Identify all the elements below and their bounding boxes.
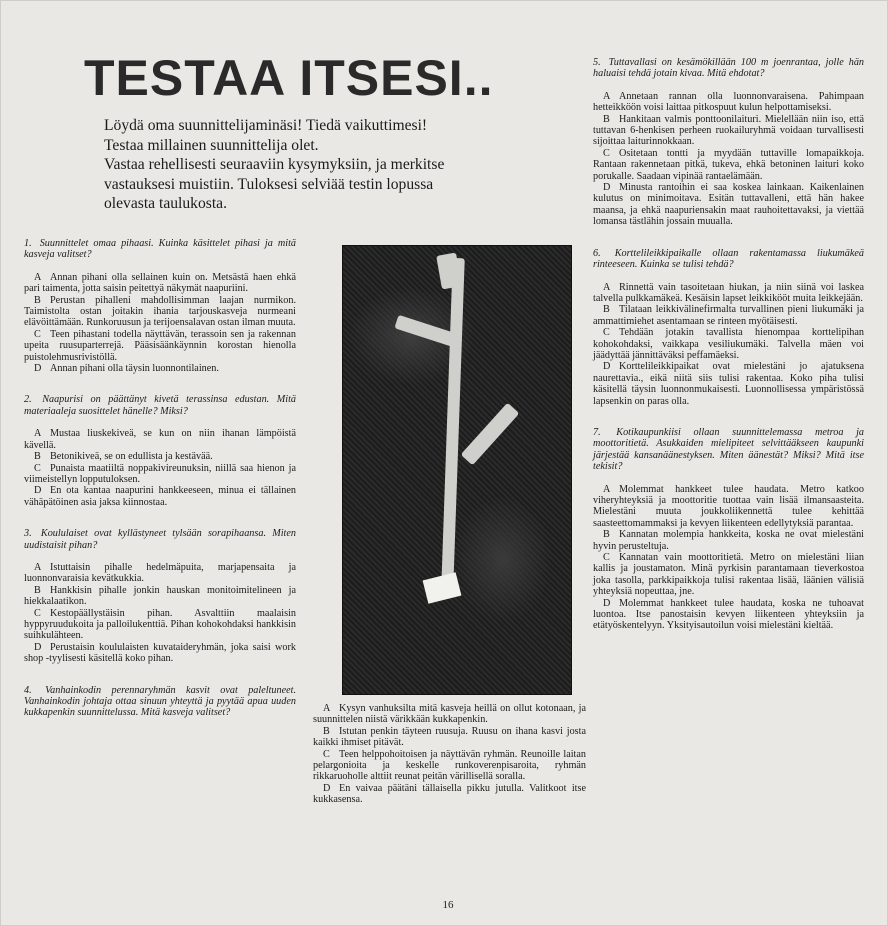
intro-line: vastauksesi muistiin. Tuloksesi selviää testin lopussa	[104, 175, 434, 193]
answer-option-b	[24, 295, 296, 329]
question-1	[24, 238, 296, 374]
question-text	[593, 57, 864, 80]
answer-option-c	[24, 608, 296, 642]
answer-option-c	[24, 463, 296, 486]
answer-option-a	[24, 428, 296, 451]
option-letter: D	[34, 485, 42, 497]
option-text: Betonikiveä, se on edullista ja kestävää.	[50, 451, 213, 463]
garden-sign-photo	[342, 245, 572, 695]
option-text: Annan pihani olla täysin luonnontilainen.	[50, 363, 219, 375]
option-text: Korttelileikkipaikat ovat mielestäni jo ajatuksena naurettavia., eikä niitä siis tulisi rakentaa. Koko piha tulisi käsitellä täysin luonnonmukaisesti. Luonnollisessa ympäristössä lapsenkin on paras olla.	[593, 361, 864, 407]
answer-option-d	[593, 361, 864, 407]
option-letter: B	[323, 725, 330, 737]
question-number: 6.	[593, 247, 601, 259]
question-prompt: Vanhainkodin perennaryhmän kasvit ovat paleltuneet. Vanhainkodin johtaja ottaa sinuun yhteyttä ja pyytää apua uuden kukkapenkin suunnittelussa. Mitä kasveja valitset?	[24, 684, 297, 719]
question-5	[593, 57, 864, 228]
option-letter: B	[603, 113, 610, 125]
option-text: En ota kantaa naapurini hankkeeseen, minua ei tällainen vähäpätöinen asia jaksa kiinnostaa.	[24, 485, 296, 508]
option-letter: A	[34, 428, 42, 440]
question-prompt: Kotikaupunkiisi ollaan suunnittelemassa metroa ja moottoritietä. Asukkaiden mielipiteet selvittääkseen kaupunki järjestää kansanäänestyksen. Miten äänestät? Miksi? Mitä itse tekisit?	[593, 426, 865, 473]
answer-option-c	[313, 749, 586, 783]
question-number: 7.	[593, 426, 601, 438]
answer-option-a	[313, 703, 586, 726]
photo-branch-upper	[394, 315, 457, 347]
question-7	[593, 427, 864, 632]
option-text: Annetaan rannan olla luonnonvaraisena. Pahimpaan hetteikköön voisi laittaa pitkospuut kulun helpottamiseksi.	[593, 90, 864, 114]
option-letter: C	[603, 552, 610, 564]
option-text: Kysyn vanhuksilta mitä kasveja heillä on ollut kotonaan, ja suunnittelen niistä värikkään kukkapenkin.	[313, 703, 586, 726]
answer-option-d	[593, 598, 864, 632]
answer-option-d	[24, 485, 296, 508]
question-number: 1.	[24, 238, 32, 249]
question-text	[24, 394, 296, 417]
intro-line: Testaa millainen suunnittelija olet.	[104, 136, 319, 154]
answer-option-b	[313, 726, 586, 749]
answer-option-b	[24, 451, 296, 462]
question-text	[24, 238, 296, 261]
intro-text	[104, 116, 504, 214]
option-letter: A	[603, 90, 611, 102]
option-letter: C	[603, 327, 610, 339]
answer-option-b	[24, 585, 296, 608]
option-letter: D	[603, 182, 611, 194]
option-text: Perustaisin koululaisten kuvataideryhmän, joka saisi work shop -tyylisesti käsitellä koko pihan.	[24, 641, 296, 665]
option-text: Hankitaan valmis ponttoonilaituri. Mielellään niin iso, että tuttavan 6-henkisen perheen ruokailuryhmä voidaan turvallisesti sijoittaa laiturinnokkaan.	[593, 113, 864, 148]
option-letter: D	[34, 363, 42, 375]
option-letter: C	[34, 462, 41, 474]
option-text: Istutan penkin täyteen ruusuja. Ruusu on ihana kasvi josta kaikki ihmiset pitävät.	[313, 725, 586, 749]
intro-line: olevasta taulukosta.	[104, 195, 227, 212]
option-letter: A	[603, 281, 611, 293]
answer-option-d	[24, 363, 296, 374]
question-number: 3.	[24, 528, 32, 540]
option-letter: C	[603, 147, 610, 159]
option-text: Molemmat hankkeet tulee haudata. Metro katkoo viheryhteyksiä ja moottoritie tuottaa vain lisää ilmansaasteita. Mielestäni muuta joukkoliikennettä tulee kehittää saasteettomammaksi ja kevyen liikenteen edellytyksiä parantaa.	[593, 483, 864, 529]
question-number: 2.	[24, 394, 32, 406]
option-letter: C	[34, 328, 41, 340]
answer-option-a	[593, 282, 864, 305]
answer-option-c	[593, 552, 864, 598]
answer-option-c	[593, 327, 864, 361]
question-prompt: Koululaiset ovat kyllästyneet tylsään sorapihaansa. Miten uudistaisit pihan?	[24, 528, 297, 551]
option-text: En vaivaa päätäni tällaisella pikku jutulla. Valitkoot itse kukkasensa.	[313, 782, 586, 806]
option-letter: D	[34, 641, 42, 653]
option-letter: B	[34, 294, 41, 306]
answer-option-a	[24, 562, 296, 585]
option-text: Annan pihani olla sellainen kuin on. Metsästä haen ehkä pari taimenta, jotta saisin peitettyä näkymät naapuriini.	[24, 271, 296, 295]
question-text	[24, 685, 296, 719]
option-letter: B	[603, 529, 610, 541]
option-letter: B	[603, 304, 610, 316]
option-text: Teen helppohoitoisen ja näyttävän ryhmän. Reunoille laitan pelargonioita ja keskelle runkoverenpisaroita, ryhmän rikkaruoholle alttiit reunat peitän värillisellä soralla.	[313, 748, 586, 783]
question-text	[593, 427, 864, 473]
question-2	[24, 394, 296, 508]
option-letter: D	[603, 361, 611, 373]
question-4	[24, 685, 296, 719]
option-text: Rinnettä vain tasoitetaan hiukan, ja niin siinä voi laskea talvella pulkkamäkeä. Kesäisin lapset leikkikööt muita leikkejään.	[593, 281, 864, 304]
option-text: Kestopäällystäisin pihan. Asvalttiin maalaisin hyppyruudukoita ja palloilukenttiä. Pihan kohokohdaksi hankkisin suihkulähteen.	[24, 607, 296, 642]
answer-option-b	[593, 304, 864, 327]
option-text: Mustaa liuskekiveä, se kun on niin ihanan lämpöistä kävellä.	[24, 428, 296, 451]
answer-option-a	[24, 272, 296, 295]
photo-label-card	[423, 572, 462, 604]
question-number: 5.	[593, 57, 601, 68]
photo-branch-lower	[461, 403, 520, 466]
intro-line: Löydä oma suunnittelijaminäsi! Tiedä vaikuttimesi!	[104, 117, 428, 134]
option-text: Punaista maatiiltä noppakivireunuksin, niillä saa hienon ja viimeistellyn lopputuloksen.	[24, 462, 296, 485]
answer-option-c	[593, 148, 864, 182]
answer-option-c	[24, 329, 296, 363]
photo-post	[441, 258, 465, 588]
option-text: Hankkisin pihalle jonkin hauskan monitoimitelineen ja hiekkalaatikon.	[24, 584, 296, 608]
question-3	[24, 528, 296, 664]
option-text: Tehdään jotakin tavallista hienompaa korttelipihan kohokohdaksi, vaikkapa vesiliukumäki. Talvella mäen voi jäädyttää jännittäväksi peffamäeksi.	[593, 327, 864, 361]
option-letter: B	[34, 584, 41, 596]
option-text: Molemmat hankkeet tulee haudata, koska ne tuhoavat luontoa. Itse panostaisin kevyen liikenteen yhteyksiin ja etätyöskentelyyn. Yksityisautoilun voisi mielestäni kieltää.	[593, 597, 864, 632]
question-6	[593, 248, 864, 407]
page-number: 16	[442, 899, 454, 911]
option-text: Kannatan molempia hankkeita, koska ne ovat mielestäni hyvin perusteltuja.	[593, 529, 864, 552]
middle-column	[313, 703, 586, 806]
question-prompt: Naapurisi on päättänyt kivetä terassinsa edustan. Mitä materiaaleja suosittelet hänelle? Miksi?	[24, 394, 296, 417]
question-text	[24, 528, 296, 551]
answer-option-d	[313, 783, 586, 806]
intro-line: Vastaa rehellisesti seuraaviin kysymyksiin, ja merkitse	[104, 156, 445, 173]
option-letter: A	[603, 483, 611, 495]
question-prompt: Tuttavallasi on kesämökillään 100 m joenrantaa, jolle hän haluaisi tehdä jotain kivaa. Mitä ehdotat?	[593, 57, 865, 80]
page-title: TESTAA ITSESI..	[84, 50, 494, 106]
question-prompt: Suunnittelet omaa pihaasi. Kuinka käsittelet pihasi ja mitä kasveja valitset?	[24, 238, 296, 261]
question-number: 4.	[24, 684, 32, 696]
option-letter: A	[323, 703, 331, 714]
option-letter: A	[34, 561, 42, 573]
option-text: Kannatan vain moottoritietä. Metro on mielestäni liian kallis ja joustamaton. Minä pyrkisin parantamaan tieverkostoa joka tasolla, parkkipaikkoja tulisi rakentaa lisää, läänien välisiä yhteyksiä nopeuttaa, jne.	[593, 552, 864, 598]
option-text: Teen pihastani todella näyttävän, terassoin sen ja rakennan upeita ruusuparterrejä. Pääsisäänkäynnin korostan hienolla puistolehmusrivistöllä.	[24, 328, 296, 363]
left-column	[24, 238, 296, 739]
answer-option-a	[593, 484, 864, 530]
option-letter: C	[34, 607, 41, 619]
option-text: Minusta rantoihin ei saa koskea lainkaan. Kaikenlainen kulutus on minimoitava. Esitän tuttavalleni, että hän hakee maansa, ja ehkä naapuriensakin maat rauhoitettavaksi, ja viettää lomansa tästlähin jossain muualla.	[593, 182, 864, 228]
question-text	[593, 248, 864, 271]
answer-option-a	[593, 91, 864, 114]
answer-option-d	[24, 642, 296, 665]
option-letter: D	[603, 597, 611, 609]
question-prompt: Korttelileikkipaikalle ollaan rakentamassa liukumäkeä rinteeseen. Kuinka se tulisi tehdä?	[593, 247, 865, 271]
option-text: Istuttaisin pihalle hedelmäpuita, marjapensaita ja luonnonvaraisia kevätkukkia.	[24, 561, 296, 585]
right-column	[593, 57, 864, 652]
option-letter: A	[34, 271, 42, 283]
option-letter: D	[323, 782, 331, 794]
option-letter: B	[34, 451, 41, 463]
answer-option-b	[593, 114, 864, 148]
answer-option-b	[593, 529, 864, 552]
option-text: Ositetaan tontti ja myydään tuttaville lomapaikkoja. Rantaan rakennetaan pitkä, tukeva, ehkä betoninen laituri koko porukalle. Saadaan vipinää rantaelämään.	[593, 147, 864, 182]
answer-option-d	[593, 182, 864, 228]
option-text: Perustan pihalleni mahdollisimman laajan nurmikon. Taimistolta ostan joitakin ihania tarjouskasveja nurmeani elävöittämään. Runkoruusun ja terijoensalavan ostan ilman muuta.	[24, 294, 296, 329]
option-letter: C	[323, 748, 330, 760]
option-text: Tilataan leikkivälinefirmalta turvallinen pieni liukumäki ja ammattimiehet asentamaan se rinteen myötäisesti.	[593, 304, 864, 327]
